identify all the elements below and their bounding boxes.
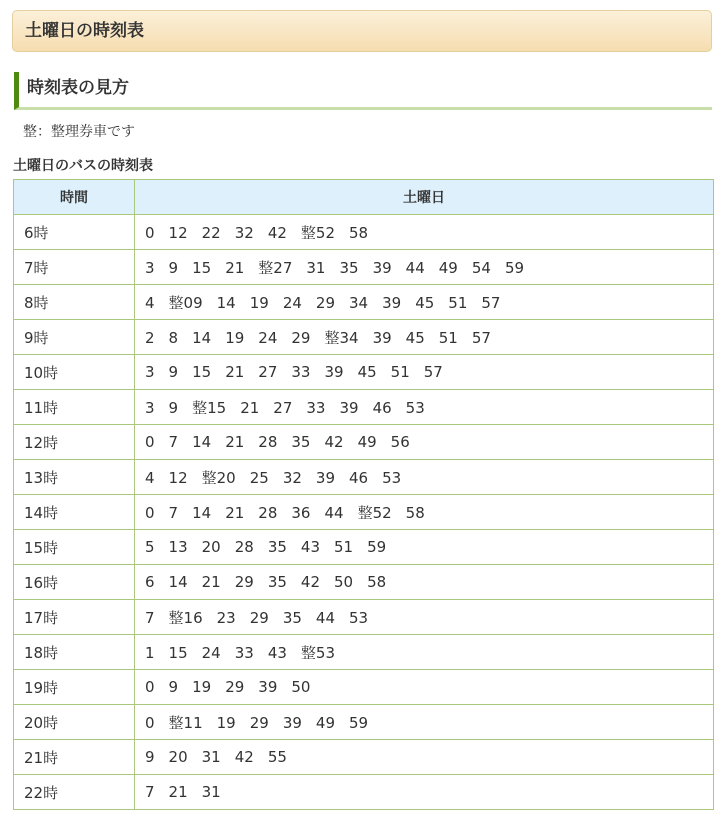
departure-minute: 12 (168, 223, 188, 242)
departure-minute: 33 (306, 398, 326, 417)
departure-minute: 39 (282, 713, 302, 732)
departure-minute: 7 (145, 783, 155, 801)
hour-cell: 15時 (14, 530, 135, 565)
departure-minute: 42 (324, 433, 344, 451)
departure-minute: 57 (481, 293, 501, 312)
departure-minute: 35 (282, 608, 302, 627)
departure-minute: 45 (415, 293, 435, 312)
hour-cell: 21時 (14, 740, 135, 775)
departure-minute: 39 (324, 363, 344, 381)
departure-minute: 3 (145, 258, 155, 277)
departure-minute: 59 (367, 538, 387, 556)
departure-minute: 39 (339, 398, 359, 417)
departure-minute: 35 (291, 433, 311, 451)
table-row (14, 600, 714, 635)
minutes-cell (135, 460, 714, 495)
departure-minute: 21 (168, 783, 188, 801)
departure-minute: 0 (145, 223, 155, 242)
departure-minute: 整09 (168, 293, 203, 312)
departure-minute: 21 (225, 363, 245, 381)
departure-minute: 24 (201, 643, 221, 662)
departure-minute: 14 (216, 293, 236, 312)
departure-minute: 14 (192, 433, 212, 451)
departure-minute: 2 (145, 328, 155, 347)
departure-minute: 49 (315, 713, 336, 732)
departure-minute: 6 (145, 573, 155, 591)
departure-minute: 整52 (300, 223, 336, 242)
departure-minute: 25 (249, 468, 269, 487)
minutes-cell (135, 635, 714, 670)
departure-minute: 21 (201, 573, 221, 591)
timetable-body (14, 215, 714, 810)
departure-minute: 53 (382, 468, 402, 487)
departure-minute: 22 (201, 223, 221, 242)
hour-cell: 17時 (14, 600, 135, 635)
departure-minute: 34 (349, 293, 369, 312)
minutes-cell (135, 425, 714, 460)
departure-minute: 14 (192, 503, 212, 522)
hour-cell: 18時 (14, 635, 135, 670)
departure-minute: 28 (234, 538, 254, 556)
departure-minute: 39 (372, 328, 392, 347)
departure-minute: 整53 (300, 643, 336, 662)
departure-minute: 21 (225, 433, 245, 451)
departure-minute: 29 (225, 678, 245, 696)
departure-minute: 36 (291, 503, 311, 522)
departure-minute: 32 (282, 468, 302, 487)
departure-minute: 29 (234, 573, 254, 591)
departure-minute: 20 (168, 748, 188, 766)
departure-minute: 24 (282, 293, 302, 312)
table-row (14, 635, 714, 670)
hour-cell: 14時 (14, 495, 135, 530)
minutes-cell (135, 775, 714, 810)
minutes-cell (135, 565, 714, 600)
departure-minute: 19 (249, 293, 269, 312)
departure-minute: 整20 (201, 468, 236, 487)
hour-cell: 19時 (14, 670, 135, 705)
departure-minute: 0 (145, 678, 155, 696)
departure-minute: 45 (405, 328, 425, 347)
departure-minute: 44 (315, 608, 336, 627)
table-row (14, 460, 714, 495)
departure-minute: 23 (216, 608, 236, 627)
departure-minute: 整16 (168, 608, 203, 627)
minutes-cell (135, 215, 714, 250)
departure-minute: 39 (382, 293, 402, 312)
departure-minute: 43 (300, 538, 321, 556)
minutes-cell (135, 495, 714, 530)
departure-minute: 27 (273, 398, 293, 417)
hour-cell: 20時 (14, 705, 135, 740)
departure-minute: 42 (234, 748, 254, 766)
departure-minute: 35 (339, 258, 359, 277)
table-row (14, 285, 714, 320)
departure-minute: 9 (168, 258, 179, 277)
departure-minute: 51 (438, 328, 458, 347)
section-title: 時刻表の見方 (14, 72, 712, 110)
departure-minute: 39 (258, 678, 278, 696)
day-title-banner: 土曜日の時刻表 (12, 10, 712, 52)
hour-cell: 9時 (14, 320, 135, 355)
departure-minute: 50 (291, 678, 311, 696)
departure-minute: 8 (168, 328, 179, 347)
departure-minute: 4 (145, 293, 155, 312)
departure-minute: 33 (291, 363, 311, 381)
departure-minute: 59 (349, 713, 369, 732)
departure-minute: 42 (300, 573, 321, 591)
departure-minute: 57 (423, 363, 443, 381)
departure-minute: 59 (504, 258, 525, 277)
departure-minute: 44 (324, 503, 344, 522)
table-row (14, 215, 714, 250)
hour-cell: 6時 (14, 215, 135, 250)
minutes-cell (135, 390, 714, 425)
departure-minute: 21 (225, 258, 245, 277)
departure-minute: 51 (448, 293, 468, 312)
hour-cell: 12時 (14, 425, 135, 460)
timetable (13, 179, 714, 810)
departure-minute: 55 (267, 748, 287, 766)
departure-minute: 整15 (192, 398, 227, 417)
departure-minute: 7 (168, 503, 179, 522)
departure-minute: 7 (168, 433, 179, 451)
departure-minute: 整11 (168, 713, 203, 732)
hour-cell: 7時 (14, 250, 135, 285)
departure-minute: 9 (168, 363, 179, 381)
table-row (14, 705, 714, 740)
minutes-cell (135, 355, 714, 390)
departure-minute: 整34 (324, 328, 359, 347)
departure-minute: 31 (201, 748, 221, 766)
departure-minute: 5 (145, 538, 155, 556)
departure-minute: 49 (357, 433, 377, 451)
departure-minute: 14 (168, 573, 188, 591)
departure-minute: 13 (168, 538, 188, 556)
departure-minute: 54 (471, 258, 491, 277)
table-row (14, 250, 714, 285)
hour-cell: 22時 (14, 775, 135, 810)
departure-minute: 33 (234, 643, 254, 662)
hour-cell: 10時 (14, 355, 135, 390)
departure-minute: 45 (357, 363, 377, 381)
departure-minute: 35 (267, 538, 287, 556)
departure-minute: 28 (258, 433, 278, 451)
departure-minute: 58 (405, 503, 425, 522)
departure-minute: 29 (315, 293, 336, 312)
table-row (14, 565, 714, 600)
departure-minute: 4 (145, 468, 155, 487)
departure-minute: 21 (240, 398, 260, 417)
table-row (14, 740, 714, 775)
departure-minute: 27 (258, 363, 278, 381)
departure-minute: 9 (145, 748, 155, 766)
table-row (14, 390, 714, 425)
departure-minute: 43 (267, 643, 287, 662)
departure-minute: 整27 (258, 258, 293, 277)
departure-minute: 35 (267, 573, 287, 591)
departure-minute: 29 (249, 608, 269, 627)
departure-minute: 31 (306, 258, 326, 277)
departure-minute: 9 (168, 398, 179, 417)
departure-minute: 32 (234, 223, 254, 242)
departure-minute: 49 (438, 258, 458, 277)
table-row (14, 775, 714, 810)
table-caption: 土曜日のバスの時刻表 (13, 158, 153, 174)
departure-minute: 1 (145, 643, 155, 662)
minutes-cell (135, 600, 714, 635)
minutes-cell (135, 250, 714, 285)
departure-minute: 12 (168, 468, 188, 487)
departure-minute: 20 (201, 538, 221, 556)
hour-cell: 11時 (14, 390, 135, 425)
table-row (14, 495, 714, 530)
departure-minute: 15 (168, 643, 188, 662)
departure-minute: 51 (334, 538, 354, 556)
minutes-cell (135, 320, 714, 355)
minutes-cell (135, 740, 714, 775)
departure-minute: 15 (192, 363, 212, 381)
departure-minute: 0 (145, 503, 155, 522)
departure-minute: 31 (201, 783, 221, 801)
minutes-cell (135, 530, 714, 565)
departure-minute: 39 (315, 468, 336, 487)
header-hour: 時間 (14, 180, 135, 215)
hour-cell: 8時 (14, 285, 135, 320)
departure-minute: 14 (192, 328, 212, 347)
table-row (14, 425, 714, 460)
minutes-cell (135, 705, 714, 740)
hour-cell: 13時 (14, 460, 135, 495)
departure-minute: 整52 (357, 503, 392, 522)
legend-note: 整：整理券車です (23, 124, 135, 140)
timetable-header-row (14, 180, 714, 215)
departure-minute: 7 (145, 608, 155, 627)
departure-minute: 44 (405, 258, 425, 277)
departure-minute: 19 (225, 328, 245, 347)
departure-minute: 0 (145, 713, 155, 732)
departure-minute: 42 (267, 223, 287, 242)
departure-minute: 0 (145, 433, 155, 451)
departure-minute: 57 (471, 328, 491, 347)
departure-minute: 46 (349, 468, 369, 487)
departure-minute: 58 (349, 223, 369, 242)
table-row (14, 320, 714, 355)
minutes-cell (135, 670, 714, 705)
departure-minute: 53 (349, 608, 369, 627)
departure-minute: 53 (405, 398, 425, 417)
departure-minute: 56 (390, 433, 410, 451)
departure-minute: 21 (225, 503, 245, 522)
departure-minute: 15 (192, 258, 212, 277)
minutes-cell (135, 285, 714, 320)
departure-minute: 3 (145, 398, 155, 417)
departure-minute: 50 (334, 573, 354, 591)
departure-minute: 19 (216, 713, 236, 732)
header-saturday: 土曜日 (135, 180, 714, 215)
departure-minute: 46 (372, 398, 392, 417)
departure-minute: 29 (249, 713, 269, 732)
departure-minute: 51 (390, 363, 410, 381)
table-row (14, 355, 714, 390)
departure-minute: 3 (145, 363, 155, 381)
departure-minute: 29 (291, 328, 311, 347)
table-row (14, 530, 714, 565)
departure-minute: 9 (168, 678, 179, 696)
departure-minute: 58 (367, 573, 387, 591)
departure-minute: 24 (258, 328, 278, 347)
hour-cell: 16時 (14, 565, 135, 600)
departure-minute: 39 (372, 258, 392, 277)
departure-minute: 19 (192, 678, 212, 696)
departure-minute: 28 (258, 503, 278, 522)
table-row (14, 670, 714, 705)
